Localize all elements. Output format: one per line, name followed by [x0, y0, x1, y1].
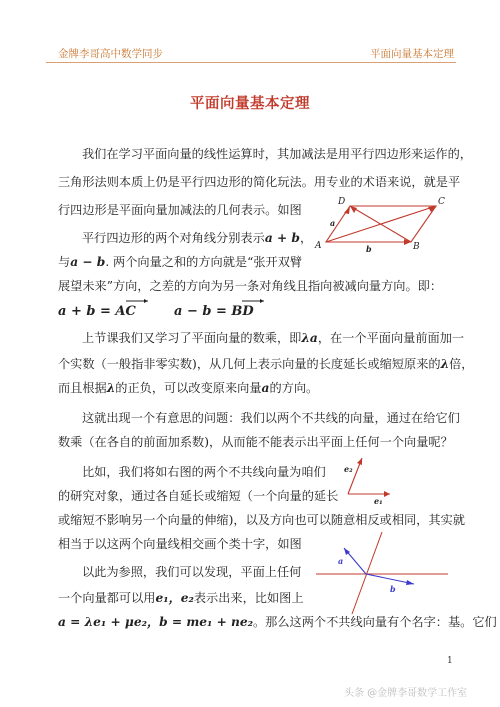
diagonal-bd: [350, 206, 411, 242]
label-d: D: [338, 197, 346, 207]
label-a: A: [315, 241, 322, 251]
arrow-head: [350, 206, 357, 213]
math-lambda-a: λa: [301, 331, 318, 345]
text-line: 数乘（在各自的前面加系数)，从而能不能表示出平面上任何一个向量呢？: [58, 435, 453, 449]
header-right: 平面向量基本定理: [370, 48, 454, 60]
equation-sum: a + b = AC: [58, 304, 136, 319]
math-lambda: λ: [440, 357, 450, 371]
text-segment: 表示出来，比如图上: [193, 591, 304, 605]
header-left: 金牌李哥高中数学同步: [58, 48, 163, 60]
comma: ，: [299, 231, 313, 245]
equation-difference: a − b = BD: [174, 304, 254, 319]
math-decomposition: a = λe₁ + μe₂，b = me₁ + ne₂: [58, 615, 253, 629]
text-segment: 而且根据: [58, 381, 107, 395]
basis-vectors-figure: [336, 450, 396, 510]
math-a: a: [261, 381, 270, 395]
text-line: [82, 330, 464, 346]
text-line: 我们在学习平面向量的线性运算时，其加减法是用平行四边形来运作的，: [82, 147, 472, 161]
text-line: 三角形法则本质上仍是平行四边形的简化玩法。用专业的术语来说，就是平: [58, 175, 461, 189]
text-segment: 与: [58, 255, 71, 269]
text-line: 比如，我们将如右图的两个不共线向量为咱们: [82, 465, 326, 479]
text-segment: 平行四边形的两个对角线分别表示: [82, 231, 265, 245]
text-segment: 。那么这两个不共线向量有个名字：基。它们: [253, 615, 497, 629]
text-line: 行四边形是平面向量加减法的几何表示。如图: [58, 203, 302, 217]
math-lambda: λ: [106, 381, 116, 395]
text-segment: 的方向。: [269, 381, 319, 395]
text-segment: 个实数（一般指非零实数)，从几何上表示向量的长度延长或缩短原来的: [58, 357, 441, 371]
arrow-head: [384, 491, 390, 497]
math-e1-e2: e₁，e₂: [155, 591, 194, 605]
text-line: 相当于以这两个向量线相交画个类十字，如图: [58, 537, 302, 551]
text-line: 的研究对象，通过各自延长或缩短（一个向量的延长: [58, 489, 339, 503]
parallelogram-figure: [312, 194, 452, 256]
overarrow-ac-head: [144, 299, 148, 303]
page-title: 平面向量基本定理: [190, 95, 310, 112]
math-a-minus-b: a − b: [70, 255, 106, 269]
text-line: [58, 356, 474, 372]
text-segment: . 两个向量之和的方向就是“张开双臂: [105, 255, 303, 269]
text-segment: 一个向量都可以用: [58, 591, 156, 605]
label-e1: e₁: [374, 496, 383, 506]
label-b: b: [390, 584, 396, 594]
watermark: 头条 @金牌李哥数学工作室: [344, 688, 468, 699]
text-line: 或缩短不影响另一个向量的伸缩)，以及方向也可以随意相反或相同，其实就: [58, 513, 465, 527]
label-vector-a: a: [330, 218, 336, 228]
text-line: [58, 590, 304, 606]
label-c: C: [438, 197, 445, 207]
label-vector-b: b: [366, 244, 372, 254]
axis-e2-line: [352, 532, 382, 614]
label-b: B: [413, 242, 420, 252]
arrow-head: [357, 458, 362, 465]
text-line: 以此为参照，我们可以发现，平面上任何: [82, 565, 302, 579]
label-e2: e₂: [344, 464, 353, 474]
text-segment: 的正负，可以改变原来向量: [115, 381, 262, 395]
text-segment: ，在一个平面向量前面加一: [317, 331, 465, 345]
math-a-plus-b: a + b: [264, 231, 300, 245]
text-line: 这就出现一个有意思的问题：我们以两个不共线的向量，通过在给它们: [82, 411, 460, 425]
text-segment: 上节课我们又学习了平面向量的数乘，即: [82, 331, 302, 345]
cross-grid-figure: [316, 530, 456, 620]
label-a: a: [338, 556, 344, 566]
text-line: 展望未来”方向，之差的方向为另一条对角线且指向被减向量方向。即：: [58, 279, 443, 293]
overarrow-bd-head: [260, 299, 264, 303]
arrow-head: [344, 206, 350, 214]
text-line: [58, 380, 318, 396]
text-segment: 倍，: [449, 357, 474, 371]
page-number: 1: [447, 656, 453, 666]
